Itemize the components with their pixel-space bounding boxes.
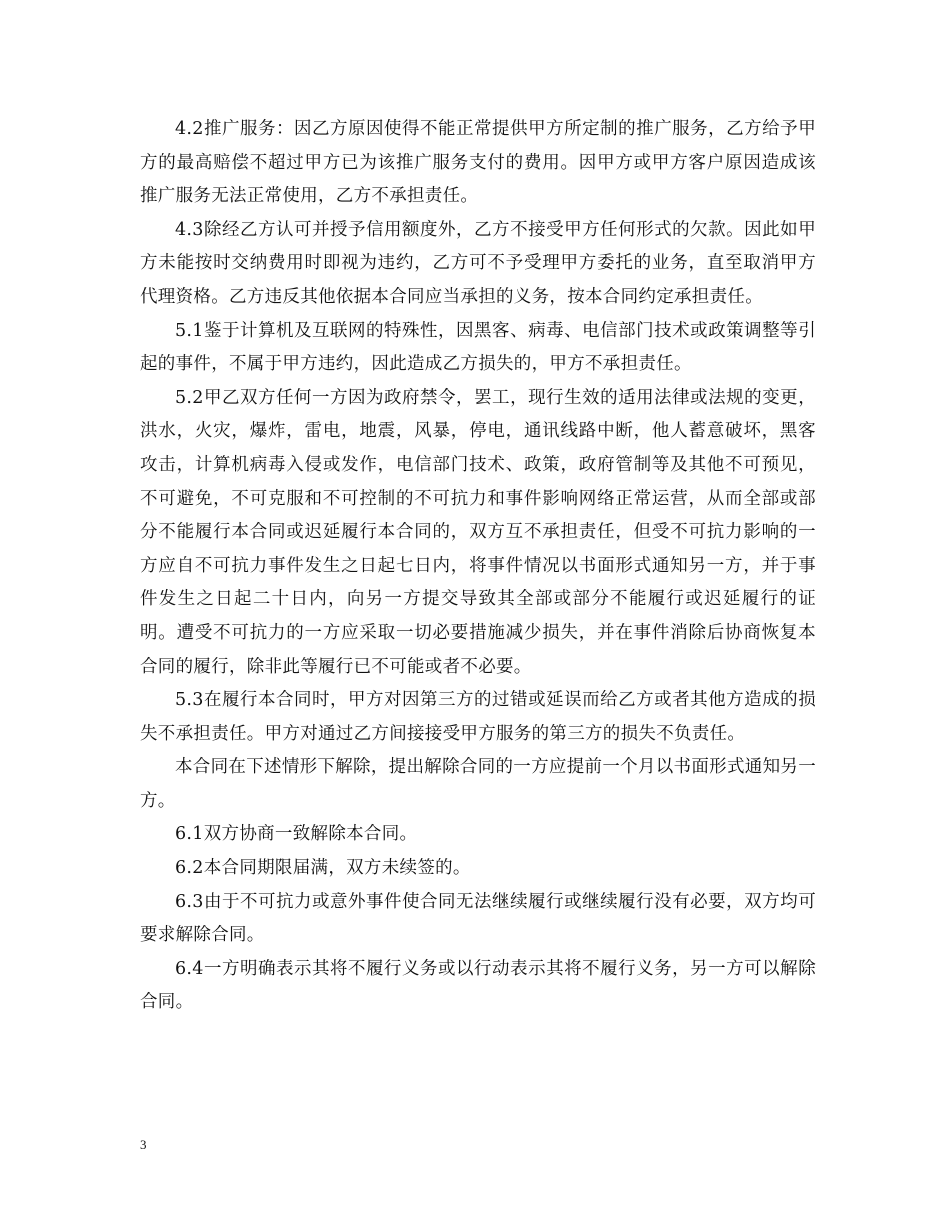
- clause-4-3-paragraph: 4.3除经乙方认可并授予信用额度外，乙方不接受甲方任何形式的欠款。因此如甲方未能按时交纳费用时即视为违约，乙方可不予受理甲方委托的业务，直至取消甲方代理资格。乙方违反其他依据本合同应当承担的义务，按本合同约定承担责任。: [140, 219, 816, 307]
- clause-5-3-paragraph: 5.3在履行本合同时，甲方对因第三方的过错或延误而给乙方或者其他方造成的损失不承担责任。甲方对通过乙方间接接受甲方服务的第三方的损失不负责任。: [140, 690, 816, 744]
- clause-5-2-paragraph: 5.2甲乙双方任何一方因为政府禁令，罢工，现行生效的适用法律或法规的变更，洪水，火灾，爆炸，雷电，地震，风暴，停电，通讯线路中断，他人蓄意破坏，黑客攻击，计算机病毒入侵或发作，电信部门技术、政策，政府管制等及其他不可预见，不可避免，不可克服和不可控制的不可抗力和事件影响网络正常运营，从而全部或部分不能履行本合同或迟延履行本合同的，双方互不承担责任，但受不可抗力影响的一方应自不可抗力事件发生之日起七日内，将事件情况以书面形式通知另一方，并于事件发生之日起二十日内，向另一方提交导致其全部或部分不能履行或迟延履行的证明。遭受不可抗力的一方应采取一切必要措施减少损失，并在事件消除后协商恢复本合同的履行，除非此等履行已不可能或者不必要。: [140, 387, 816, 677]
- clause-6-3-paragraph: 6.3由于不可抗力或意外事件使合同无法继续履行或继续履行没有必要，双方均可要求解除合同。: [140, 891, 816, 946]
- clause-6-1-paragraph: 6.1双方协商一致解除本合同。: [175, 824, 418, 845]
- termination-intro-paragraph: 本合同在下述情形下解除，提出解除合同的一方应提前一个月以书面形式通知另一方。: [140, 757, 816, 811]
- clause-6-2-paragraph: 6.2本合同期限届满，双方未续签的。: [175, 858, 471, 879]
- clause-6-4-paragraph: 6.4一方明确表示其将不履行义务或以行动表示其将不履行义务，另一方可以解除合同。: [140, 958, 816, 1013]
- document-body: [140, 113, 816, 1020]
- clause-5-1-paragraph: 5.1鉴于计算机及互联网的特殊性，因黑客、病毒、电信部门技术或政策调整等引起的事件，不属于甲方违约，因此造成乙方损失的，甲方不承担责任。: [140, 320, 816, 375]
- clause-4-2-paragraph: 4.2推广服务：因乙方原因使得不能正常提供甲方所定制的推广服务，乙方给予甲方的最高赔偿不超过甲方已为该推广服务支付的费用。因甲方或甲方客户原因造成该推广服务无法正常使用，乙方不承担责任。: [140, 119, 816, 207]
- page-number: 3: [140, 1137, 147, 1152]
